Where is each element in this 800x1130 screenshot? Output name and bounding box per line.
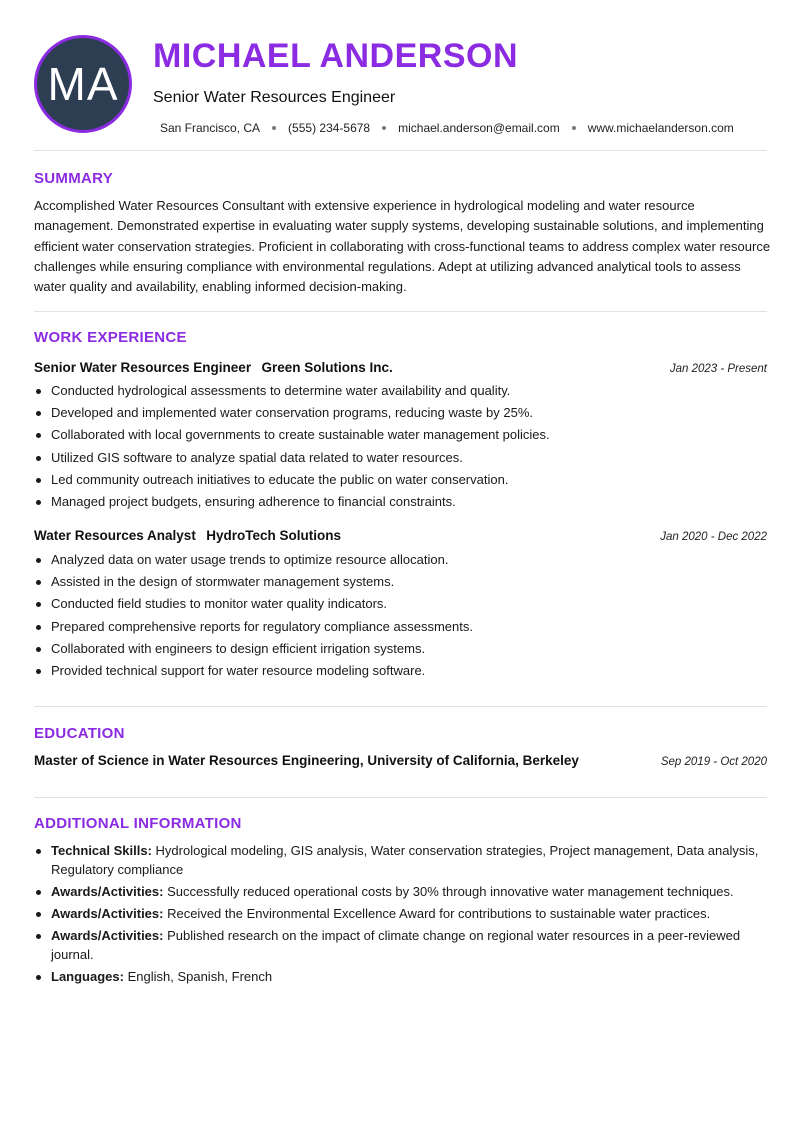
list-item: Analyzed data on water usage trends to optimize resource allocation. xyxy=(34,551,774,570)
list-item: Collaborated with local governments to create sustainable water management policies. xyxy=(34,426,774,445)
job-dates: Jan 2020 - Dec 2022 xyxy=(660,531,767,543)
job-header xyxy=(34,527,767,545)
list-item: Provided technical support for water resource modeling software. xyxy=(34,662,774,681)
info-text: Hydrological modeling, GIS analysis, Water conservation strategies, Project management, Data analysis, Regulatory compliance xyxy=(51,843,759,877)
list-item xyxy=(34,905,774,924)
info-label: Technical Skills: xyxy=(51,843,152,858)
contact-location: San Francisco, CA xyxy=(160,121,261,135)
job-company: Green Solutions Inc. xyxy=(261,360,393,375)
summary-heading: SUMMARY xyxy=(34,170,114,187)
list-item: Prepared comprehensive reports for regulatory compliance assessments. xyxy=(34,618,774,637)
job-header xyxy=(34,359,767,377)
additional-heading: ADDITIONAL INFORMATION xyxy=(34,815,242,832)
summary-text: Accomplished Water Resources Consultant with extensive experience in hydrological modeling and water resource management. Demonstrated expertise in evaluating water supply systems, developing sustainable solutions, and implementing efficient water conservation strategies. Proficient in collaborating with cross-functional teams to address complex water resource challenges while ensuring compliance with environmental regulations. Adept at utilizing advanced analytical tools to assess water quality and availability, enabling informed decision-making. xyxy=(34,198,771,295)
list-item: Assisted in the design of stormwater management systems. xyxy=(34,573,774,592)
info-text: English, Spanish, French xyxy=(123,968,273,984)
info-label: Awards/Activities: xyxy=(51,905,164,921)
list-item xyxy=(34,842,774,879)
separator-dot xyxy=(572,126,576,130)
separator-dot xyxy=(382,126,386,130)
job-dates: Jan 2023 - Present xyxy=(669,363,767,375)
additional-list xyxy=(34,842,774,990)
list-item: Led community outreach initiatives to educate the public on water conservation. xyxy=(34,471,774,490)
job-role: Senior Water Resources Engineer xyxy=(34,360,252,375)
candidate-name: MICHAEL ANDERSON xyxy=(153,37,519,75)
contact-website: www.michaelanderson.com xyxy=(587,121,734,135)
info-label: Awards/Activities: xyxy=(51,883,164,899)
info-text: Successfully reduced operational costs by 30% through innovative water management techniques. xyxy=(163,883,734,899)
info-label: Languages: xyxy=(51,968,124,984)
list-item: Developed and implemented water conservation programs, reducing waste by 25%. xyxy=(34,404,774,423)
education-dates: Sep 2019 - Oct 2020 xyxy=(660,756,767,768)
list-item: Managed project budgets, ensuring adherence to financial constraints. xyxy=(34,493,774,512)
list-item: Conducted hydrological assessments to determine water availability and quality. xyxy=(34,382,774,401)
info-label: Awards/Activities: xyxy=(51,928,164,944)
avatar xyxy=(34,35,132,133)
job-role: Water Resources Analyst xyxy=(34,528,196,543)
info-text: Published research on the impact of climate change on regional water resources in a peer-reviewed journal. xyxy=(51,928,741,962)
candidate-title: Senior Water Resources Engineer xyxy=(153,89,396,106)
list-item: Utilized GIS software to analyze spatial data related to water resources. xyxy=(34,449,774,468)
contact-bar xyxy=(160,121,734,135)
list-item: Conducted field studies to monitor water quality indicators. xyxy=(34,595,774,614)
divider xyxy=(34,797,767,798)
info-text: Received the Environmental Excellence Award for contributions to sustainable water practices. xyxy=(163,905,711,921)
job-bullets xyxy=(34,382,774,515)
contact-email: michael.anderson@email.com xyxy=(398,121,560,135)
list-item xyxy=(34,927,774,964)
list-item xyxy=(34,883,774,902)
contact-phone: (555) 234-5678 xyxy=(288,121,371,135)
list-item xyxy=(34,968,774,987)
separator-dot xyxy=(272,126,276,130)
divider xyxy=(34,706,767,707)
education-heading: EDUCATION xyxy=(34,725,125,742)
divider xyxy=(34,150,767,151)
education-entry xyxy=(34,753,767,768)
avatar-initials: MA xyxy=(47,58,119,110)
list-item: Collaborated with engineers to design efficient irrigation systems. xyxy=(34,640,774,659)
divider xyxy=(34,311,767,312)
experience-heading: WORK EXPERIENCE xyxy=(34,329,187,346)
job-bullets xyxy=(34,551,774,684)
job-company: HydroTech Solutions xyxy=(206,528,342,543)
education-degree: Master of Science in Water Resources Engineering, University of California, Berkeley xyxy=(34,753,579,768)
